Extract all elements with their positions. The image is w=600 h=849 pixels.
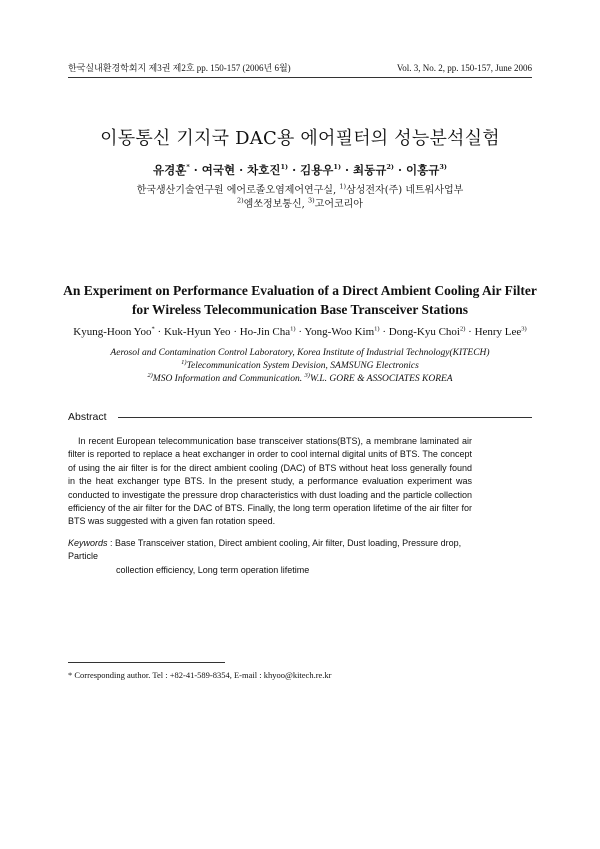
korean-title: 이동통신 기지국 DAC용 에어필터의 성능분석실험 [100,128,500,149]
running-header-left: 한국실내환경학회지 제3권 제2호 pp. 150-157 (2006년 6월) [68,63,291,73]
korean-affiliation-line2: $^{2)}$엠쏘정보통신, $^{3)}$고어코리아 [237,196,363,210]
keywords [68,537,474,577]
english-affiliation-line3: $^{2)}$MSO Information and Communication. $^{3)}$W.L. GORE & ASSOCIATES KOREA [147,371,453,384]
footnote-divider [68,662,225,663]
english-title-line2: for Wireless Telecommunication Base Transceiver Stations [131,302,469,317]
abstract-text: In recent European telecommunication base transceiver stations(BTS), a membrane laminated air filter is reported to replace a heat exchanger in order to cool internal digital units of BTS. The concept of using the air filter is for the direct ambient cooling (DAC) of BTS without heat loss generally found in the heat exchanger type BTS. In the present study, a performance evaluation experiment was conducted to investigate the pressure drop characteristics with dust loading and the particle collection efficiency of the air filter for the DAC of BTS. Finally, the long term operation lifetime of the air filter for BTS was suggested with a given fan rotation speed. [68,436,472,527]
abstract-heading [68,410,532,424]
english-author: Ho-Jin Cha$^{1)}$ [239,325,296,338]
running-header-right: Vol. 3, No. 2, pp. 150-157, June 2006 [396,63,532,73]
keywords-label: Keywords [68,538,108,548]
corresponding-author-footnote: * Corresponding author. Tel : +82-41-589-8354, E-mail : khyoo@kitech.re.kr [68,670,332,680]
korean-affiliation-line1: 한국생산기술연구원 에어로졸오염제어연구실, $^{1)}$삼성전자(주) 네트워사업부 [136,182,464,196]
keywords-line1: : Base Transceiver station, Direct ambient cooling, Air filter, Dust loading, Pressure drop, Particle [68,538,462,562]
english-author: Kyung-Hoon Yoo* [73,325,155,338]
english-author: Yong-Woo Kim$^{1)}$ [304,325,380,338]
korean-author: 유경훈* [153,163,190,177]
english-title [40,281,560,319]
english-affiliation-line1: Aerosol and Contamination Control Laboratory, Korea Institute of Industrial Technology(KITECH) [110,348,490,358]
english-title-line1: An Experiment on Performance Evaluation of a Direct Ambient Cooling Air Filter [63,283,537,298]
korean-authors: 유경훈* · 여국현 · 차호진$^{1)}$ · 김용우$^{1)}$ · 최동규$^{2)}$ · 이홍규$^{3)}$ [153,163,447,177]
korean-author: 이홍규$^{3)}$ [406,163,447,177]
abstract-heading-label: Abstract [68,410,110,424]
abstract-heading-rule [118,417,532,418]
english-author: Kuk-Hyun Yeo [163,326,231,338]
korean-author: 여국현 [201,163,236,177]
korean-author: 차호진$^{1)}$ [247,163,289,177]
english-author: Henry Lee$^{3)}$ [474,325,527,338]
keywords-line2: collection efficiency, Long term operation lifetime [116,564,310,575]
header-divider [68,77,532,78]
running-header [68,61,532,75]
korean-author: 김용우$^{1)}$ [300,163,342,177]
english-authors: Kyung-Hoon Yoo* · Kuk-Hyun Yeo · Ho-Jin Cha$^{1)}$ · Yong-Woo Kim$^{1)}$ · Dong-Kyu Choi$^{2)}$ · Henry Lee$^{3)}$ [73,325,527,338]
english-affiliation-line2: $^{1)}$Telecommunication System Devision, SAMSUNG Electronics [181,358,419,371]
english-author: Dong-Kyu Choi$^{2)}$ [388,325,466,338]
korean-author: 최동규$^{2)}$ [353,163,394,177]
abstract-body [68,435,472,529]
